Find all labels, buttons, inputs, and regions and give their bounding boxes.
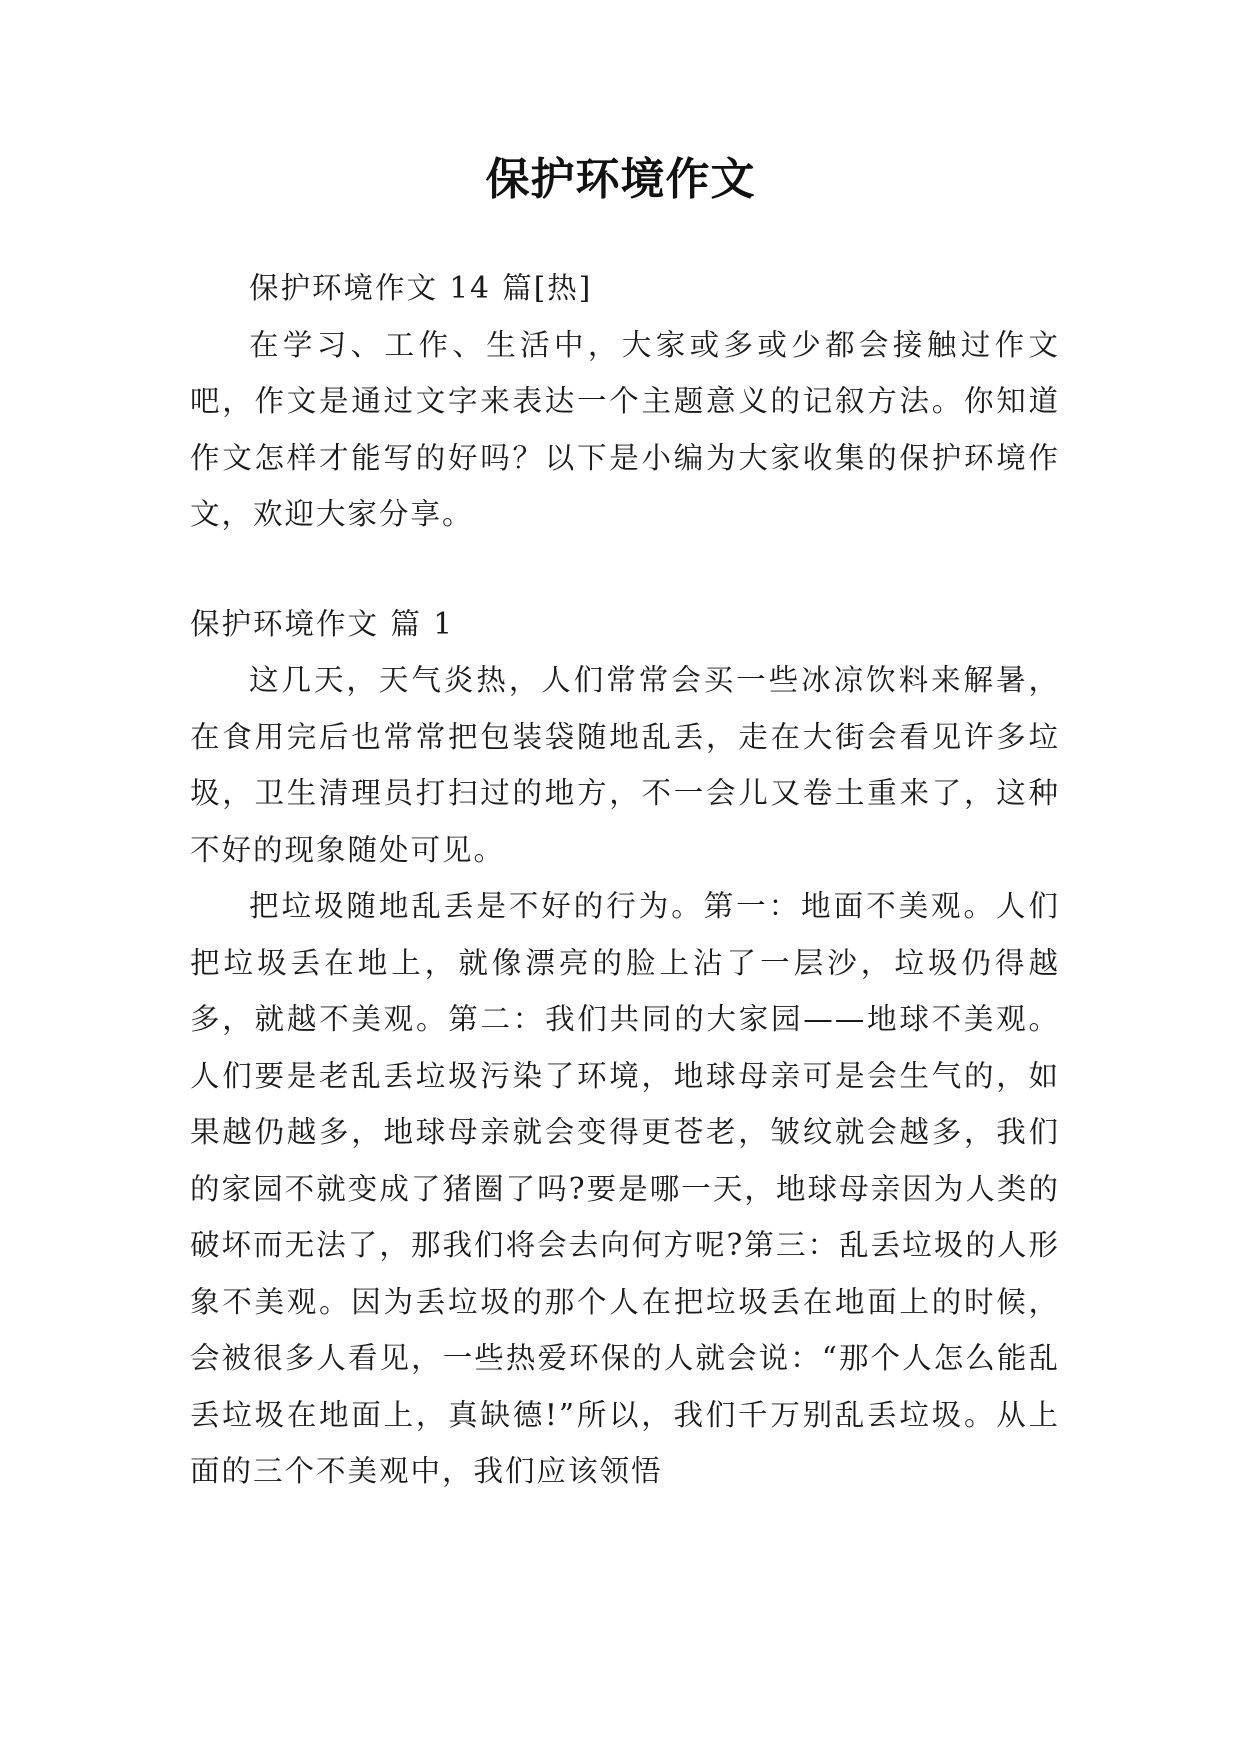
section-heading: 保护环境作文 篇 1 [190, 606, 455, 641]
section-paragraph: 这几天，天气炎热，人们常常会买一些冰凉饮料来解暑，在食用完后也常常把包装袋随地乱丢，走在大街会看见许多垃圾，卫生清理员打扫过的地方，不一会儿又卷土重来了，这种不好的现象随处可见。 [190, 663, 1060, 867]
intro-paragraph: 在学习、工作、生活中，大家或多或少都会接触过作文吧，作文是通过文字来表达一个主题意义的记叙方法。你知道作文怎样才能写的好吗？以下是小编为大家收集的保护环境作文，欢迎大家分享。 [190, 327, 1060, 531]
document-subtitle: 保护环境作文 14 篇[热] [249, 271, 593, 305]
document-title: 保护环境作文 [485, 154, 756, 205]
section-paragraph: 把垃圾随地乱丢是不好的行为。第一：地面不美观。人们把垃圾丢在地上，就像漂亮的脸上沾了一层沙，垃圾仍得越多，就越不美观。第二：我们共同的大家园——地球不美观。人们要是老乱丢垃圾污染了环境，地球母亲可是会生气的，如果越仍越多，地球母亲就会变得更苍老，皱纹就会越多，我们的家园不就变成了猪圈了吗?要是哪一天，地球母亲因为人类的破坏而无法了，那我们将会去向何方呢?第三：乱丢垃圾的人形象不美观。因为丢垃圾的那个人在把垃圾丢在地面上的时候，会被很多人看见，一些热爱环保的人就会说：“那个人怎么能乱丢垃圾在地面上，真缺德!”所以，我们千万别乱丢垃圾。从上面的三个不美观中，我们应该领悟 [190, 889, 1060, 1488]
document-body [190, 260, 1060, 1500]
